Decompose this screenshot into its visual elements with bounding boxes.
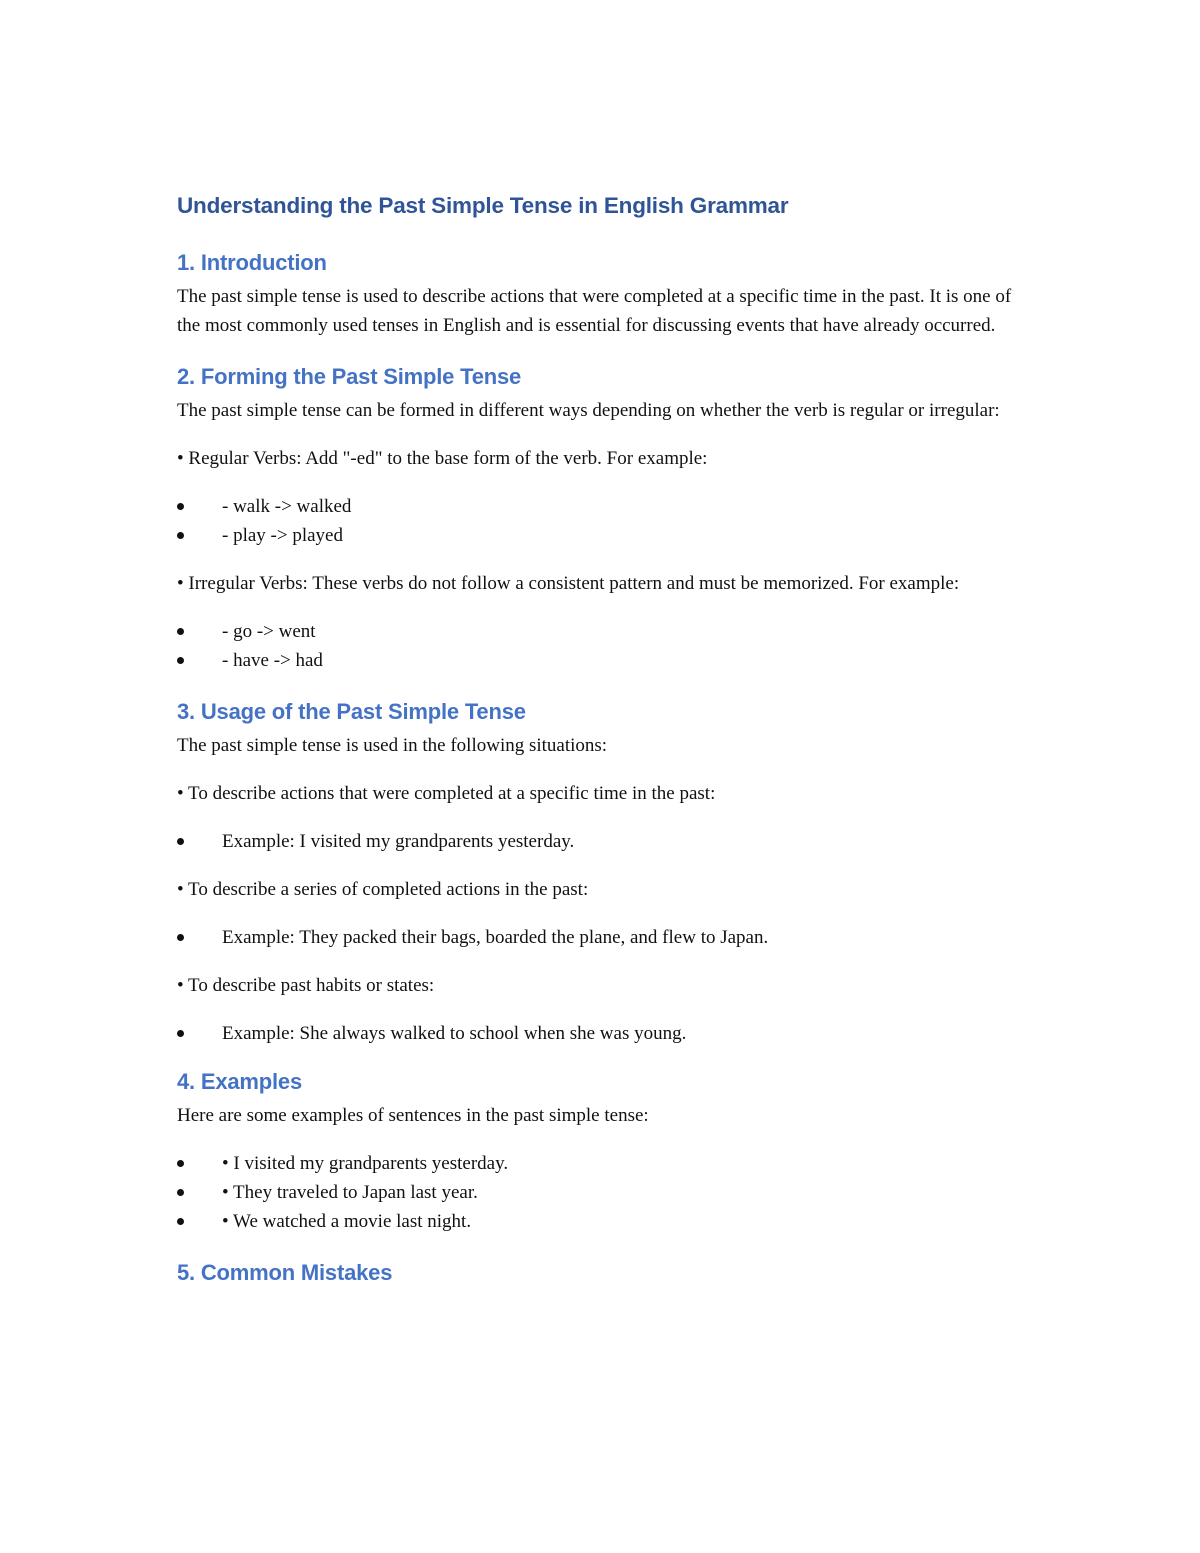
- irregular-verbs-list: [177, 617, 1027, 675]
- list-item: - walk -> walked: [177, 492, 1027, 521]
- bullet-icon: [177, 1218, 184, 1225]
- bullet-icon: [177, 628, 184, 635]
- list-item: - go -> went: [177, 617, 1027, 646]
- document-page: [177, 190, 1027, 1292]
- list-item: • They traveled to Japan last year.: [177, 1178, 1027, 1207]
- section-heading-examples: 4. Examples: [177, 1069, 302, 1094]
- usage-label: • To describe past habits or states:: [177, 975, 435, 996]
- forming-intro-paragraph: The past simple tense can be formed in different ways depending on whether the verb is regular or irregular:: [177, 400, 1000, 421]
- bullet-icon: [177, 503, 184, 510]
- section-heading-common-mistakes: 5. Common Mistakes: [177, 1260, 393, 1285]
- usage-label: • To describe a series of completed actions in the past:: [177, 879, 589, 900]
- section-heading-introduction: 1. Introduction: [177, 250, 327, 275]
- bullet-icon: [177, 838, 184, 845]
- bullet-icon: [177, 532, 184, 539]
- bullet-icon: [177, 1160, 184, 1167]
- bullet-icon: [177, 657, 184, 664]
- document-title: Understanding the Past Simple Tense in English Grammar: [177, 193, 789, 218]
- regular-verbs-label: • Regular Verbs: Add "-ed" to the base form of the verb. For example:: [177, 448, 708, 469]
- regular-verbs-list: [177, 492, 1027, 550]
- examples-intro-paragraph: Here are some examples of sentences in the past simple tense:: [177, 1105, 649, 1126]
- list-item: Example: She always walked to school when she was young.: [177, 1019, 1027, 1048]
- bullet-icon: [177, 1030, 184, 1037]
- examples-list: [177, 1149, 1027, 1236]
- section-heading-usage: 3. Usage of the Past Simple Tense: [177, 699, 526, 724]
- usage-example-list: [177, 1019, 1027, 1048]
- section-heading-forming: 2. Forming the Past Simple Tense: [177, 364, 522, 389]
- introduction-paragraph: The past simple tense is used to describe actions that were completed at a specific time in the past. It is one of the most commonly used tenses in English and is essential for discussing events that have already occurred.: [177, 286, 1012, 336]
- usage-example-list: [177, 923, 1027, 952]
- list-item: - have -> had: [177, 646, 1027, 675]
- usage-intro-paragraph: The past simple tense is used in the following situations:: [177, 735, 608, 756]
- irregular-verbs-label: • Irregular Verbs: These verbs do not follow a consistent pattern and must be memorized. For example:: [177, 573, 960, 594]
- bullet-icon: [177, 934, 184, 941]
- list-item: • I visited my grandparents yesterday.: [177, 1149, 1027, 1178]
- usage-label: • To describe actions that were completed at a specific time in the past:: [177, 783, 716, 804]
- usage-example-list: [177, 827, 1027, 856]
- list-item: - play -> played: [177, 521, 1027, 550]
- list-item: Example: I visited my grandparents yesterday.: [177, 827, 1027, 856]
- list-item: • We watched a movie last night.: [177, 1207, 1027, 1236]
- bullet-icon: [177, 1189, 184, 1196]
- list-item: Example: They packed their bags, boarded the plane, and flew to Japan.: [177, 923, 1027, 952]
